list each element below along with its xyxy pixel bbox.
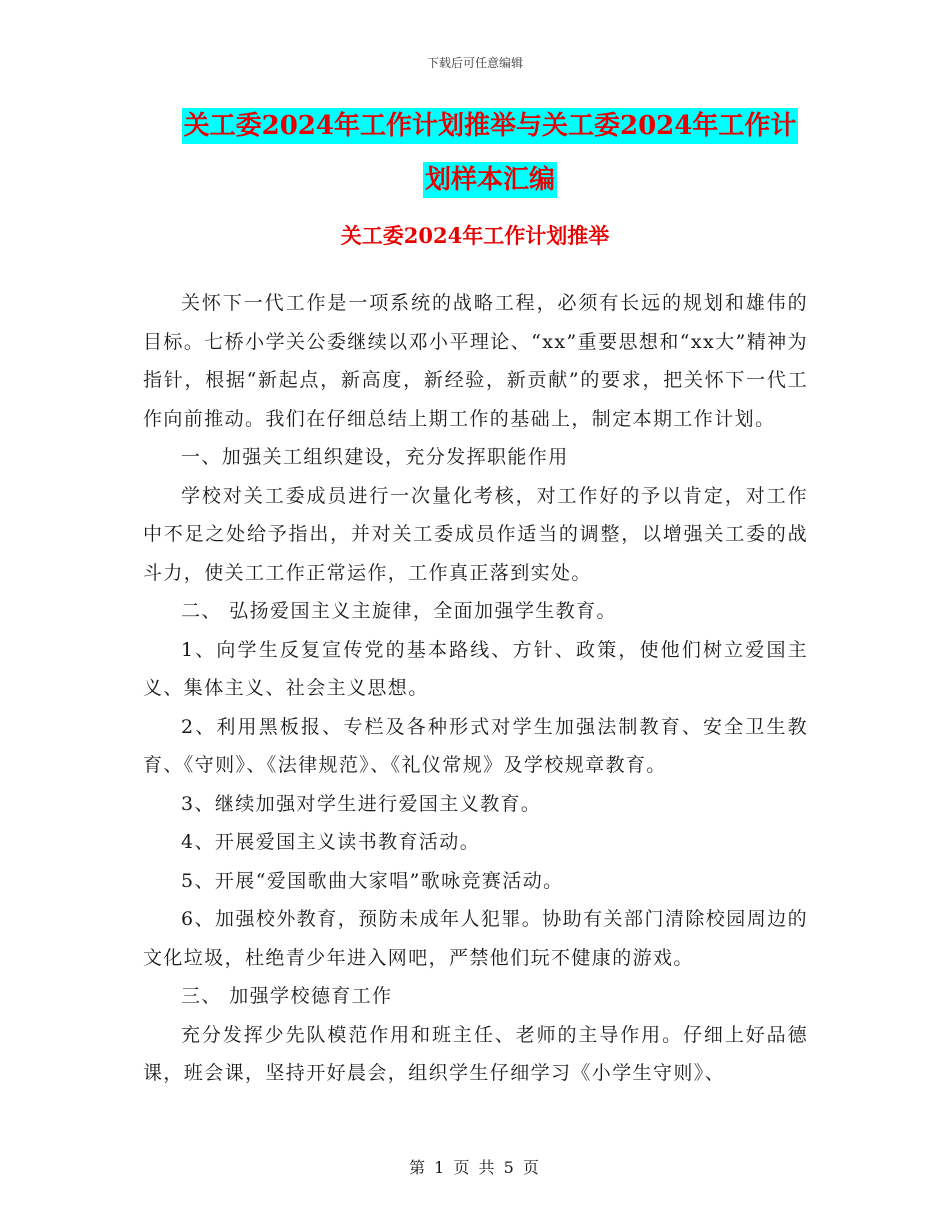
paragraph: 3、继续加强对学生进行爱国主义教育。	[181, 792, 542, 815]
document-body	[143, 284, 808, 1093]
section-heading: 关工委2024年工作计划推举	[340, 223, 610, 248]
paragraph: 关怀下一代工作是一项系统的战略工程，必须有长远的规划和雄伟的目标。七桥小学关公委继续以邓小平理论、“xx”重要思想和“xx大”精神为指针，根据“新起点，新高度，新经验，新贡献”的要求，把关怀下一代工作向前推动。我们在仔细总结上期工作的基础上，制定本期工作计划。	[143, 292, 808, 430]
paragraph: 2、利用黑板报、专栏及各种形式对学生加强法制教育、安全卫生教育、《守则》、《法律规范》、《礼仪常规》及学校规章教育。	[143, 715, 808, 776]
header-note: 下载后可任意编辑	[426, 56, 523, 70]
paragraph: 三、 加强学校德育工作	[181, 985, 393, 1007]
title-line-1: 关工委2024年工作计划推举与关工委2024年工作计	[182, 108, 799, 144]
paragraph: 二、 弘扬爱国主义主旋律，全面加强学生教育。	[181, 600, 617, 622]
paragraph: 6、加强校外教育，预防未成年人犯罪。协助有关部门清除校园周边的文化垃圾，杜绝青少年进入网吧，严禁他们玩不健康的游戏。	[143, 908, 808, 969]
paragraph: 充分发挥少先队模范作用和班主任、老师的主导作用。仔细上好品德课，班会课，坚持开好晨会，组织学生仔细学习《小学生守则》、	[143, 1023, 808, 1084]
page-number: 第 1 页 共 5 页	[409, 1158, 541, 1177]
document-title	[140, 108, 840, 198]
paragraph: 一、加强关工组织建设，充分发挥职能作用	[181, 446, 569, 468]
paragraph: 学校对关工委成员进行一次量化考核，对工作好的予以肯定，对工作中不足之处给予指出，并对关工委成员作适当的调整，以增强关工委的战斗力，使关工工作正常运作，工作真正落到实处。	[143, 484, 808, 584]
paragraph: 5、开展“爱国歌曲大家唱”歌咏竞赛活动。	[181, 869, 564, 892]
title-line-2: 划样本汇编	[423, 162, 557, 198]
paragraph: 1、向学生反复宣传党的基本路线、方针、政策，使他们树立爱国主义、集体主义、社会主义思想。	[143, 638, 808, 699]
paragraph: 4、开展爱国主义读书教育活动。	[181, 831, 481, 853]
